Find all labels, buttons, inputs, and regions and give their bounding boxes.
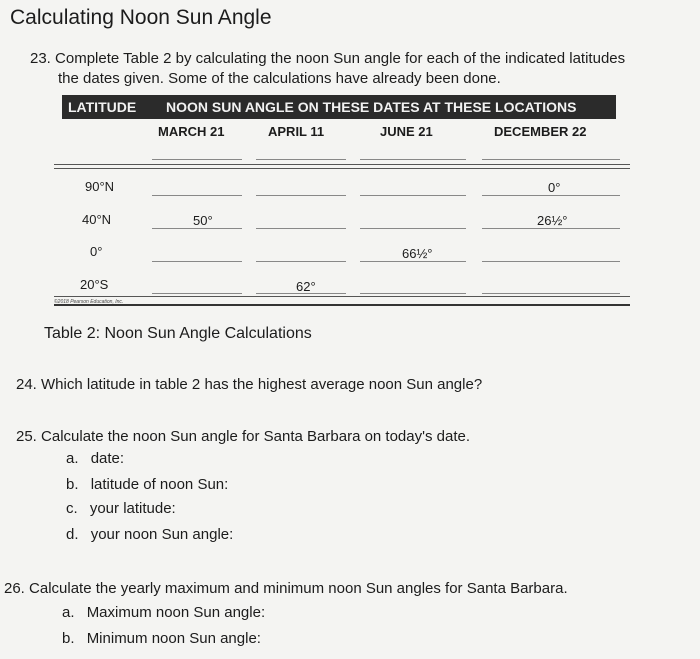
row-latitude-40n: 40°N [82,212,112,227]
q25-item-d [66,526,233,543]
answer-blank[interactable] [360,228,466,229]
item-marker: a. [66,450,79,467]
answer-blank[interactable] [152,195,242,196]
answer-blank[interactable] [256,228,346,229]
q25-item-b [66,476,228,493]
question-24: 24. Which latitude in table 2 has the highest average noon Sun angle? [16,376,483,393]
item-marker: d. [66,526,79,543]
question-26: 26. Calculate the yearly maximum and minimum noon Sun angles for Santa Barbara. [4,580,568,597]
table-header [62,95,616,119]
q26-item-b [62,630,261,647]
value-20s-april: 62° [296,279,316,294]
table-bottom-rule [54,296,630,297]
row-latitude-0: 0° [90,244,103,259]
page-title: Calculating Noon Sun Angle [10,6,272,29]
answer-blank[interactable] [360,293,466,294]
item-label: your latitude: [89,500,176,517]
answer-blank[interactable] [256,261,346,262]
q25-item-a [66,450,124,467]
value-40n-march: 50° [193,213,213,228]
latitude-header: LATITUDE [68,99,137,115]
item-marker: c. [66,500,78,517]
answer-blank[interactable] [482,293,620,294]
item-label: date: [90,450,125,467]
answer-blank[interactable] [482,195,620,196]
table-divider [54,168,630,169]
header-blank [482,159,620,160]
row-latitude-20s: 20°S [80,277,109,292]
answer-blank[interactable] [152,261,242,262]
header-blank [360,159,466,160]
item-marker: a. [62,604,75,621]
q25-item-c [66,500,176,517]
question-23-line2: the dates given. Some of the calculations have already been done. [58,70,501,87]
answer-blank[interactable] [482,261,620,262]
answer-blank[interactable] [152,228,242,229]
item-label: latitude of noon Sun: [90,476,229,493]
copyright-note: ©2018 Pearson Education, Inc. [54,299,124,305]
header-blank [152,159,242,160]
column-header-december-22: DECEMBER 22 [494,124,587,139]
header-blank [256,159,346,160]
noon-sun-angle-header: NOON SUN ANGLE ON THESE DATES AT THESE LOCATIONS [166,99,577,115]
answer-blank[interactable] [152,293,242,294]
answer-blank[interactable] [360,261,466,262]
item-label: Minimum noon Sun angle: [86,630,261,647]
item-label: Maximum noon Sun angle: [86,604,266,621]
q26-item-a [62,604,265,621]
answer-blank[interactable] [256,195,346,196]
row-latitude-90n: 90°N [85,179,115,194]
column-header-june-21: JUNE 21 [380,124,433,139]
column-header-march-21: MARCH 21 [158,124,225,139]
item-marker: b. [66,476,79,493]
question-23-line1: 23. Complete Table 2 by calculating the noon Sun angle for each of the indicated latitudes [30,50,626,67]
answer-blank[interactable] [360,195,466,196]
item-label: your noon Sun angle: [90,526,234,543]
question-25: 25. Calculate the noon Sun angle for Santa Barbara on today's date. [16,428,471,445]
table-divider [54,164,630,165]
value-40n-december: 26½° [537,213,568,228]
column-header-april-11: APRIL 11 [268,124,325,139]
table-bottom-rule [54,304,630,306]
table-caption: Table 2: Noon Sun Angle Calculations [44,325,312,342]
answer-blank[interactable] [482,228,620,229]
value-0-june: 66½° [402,246,433,261]
value-90n-december: 0° [548,180,561,195]
item-marker: b. [62,630,75,647]
